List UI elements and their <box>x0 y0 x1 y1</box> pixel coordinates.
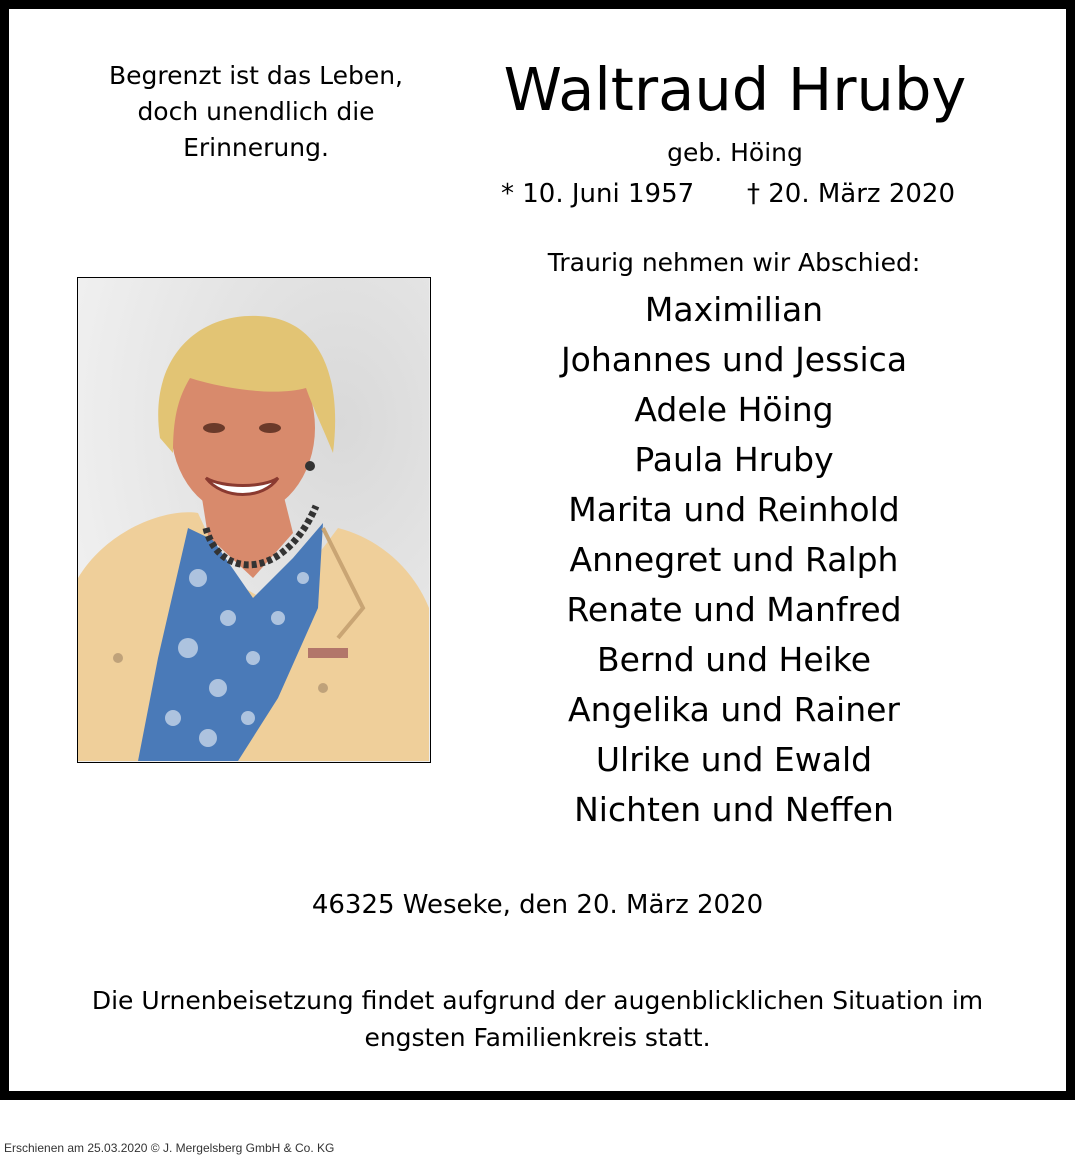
birth-name: geb. Höing <box>667 138 803 167</box>
mourners-list <box>484 285 984 835</box>
mourner-name: Ulrike und Ewald <box>595 740 873 779</box>
mourner-name: Renate und Manfred <box>566 590 902 629</box>
portrait-image <box>78 278 429 761</box>
mourner-name: Bernd und Heike <box>596 640 872 679</box>
mourner-name: Nichten und Neffen <box>574 790 894 829</box>
place-and-date: 46325 Weseke, den 20. März 2020 <box>311 890 764 920</box>
mourner-name: Marita und Reinhold <box>568 490 900 529</box>
burial-notice <box>40 982 1035 1056</box>
notice-line: engsten Familienkreis statt. <box>364 1023 711 1052</box>
mourner-name: Johannes und Jessica <box>560 340 908 379</box>
mourner-name: Paula Hruby <box>634 440 834 479</box>
notice-line: Die Urnenbeisetzung findet aufgrund der augenblicklichen Situation im <box>91 986 984 1015</box>
life-dates <box>501 174 981 214</box>
mourner-name: Angelika und Rainer <box>568 690 900 729</box>
mourner-name: Annegret und Ralph <box>569 540 899 579</box>
portrait-photo <box>77 277 431 763</box>
publication-footer: Erschienen am 25.03.2020 © J. Mergelsberg GmbH & Co. KG <box>4 1141 335 1155</box>
mourner-name: Maximilian <box>644 290 824 329</box>
quote-line: Begrenzt ist das Leben, <box>108 61 404 90</box>
deceased-name: Waltraud Hruby <box>503 55 967 124</box>
quote-line: Erinnerung. <box>183 133 329 162</box>
quote <box>56 58 456 166</box>
birth-date: * 10. Juni 1957 <box>501 179 695 209</box>
death-date: † 20. März 2020 <box>747 179 956 209</box>
quote-line: doch unendlich die <box>137 97 375 126</box>
mourner-name: Adele Höing <box>634 390 834 429</box>
farewell-heading: Traurig nehmen wir Abschied: <box>547 248 921 277</box>
